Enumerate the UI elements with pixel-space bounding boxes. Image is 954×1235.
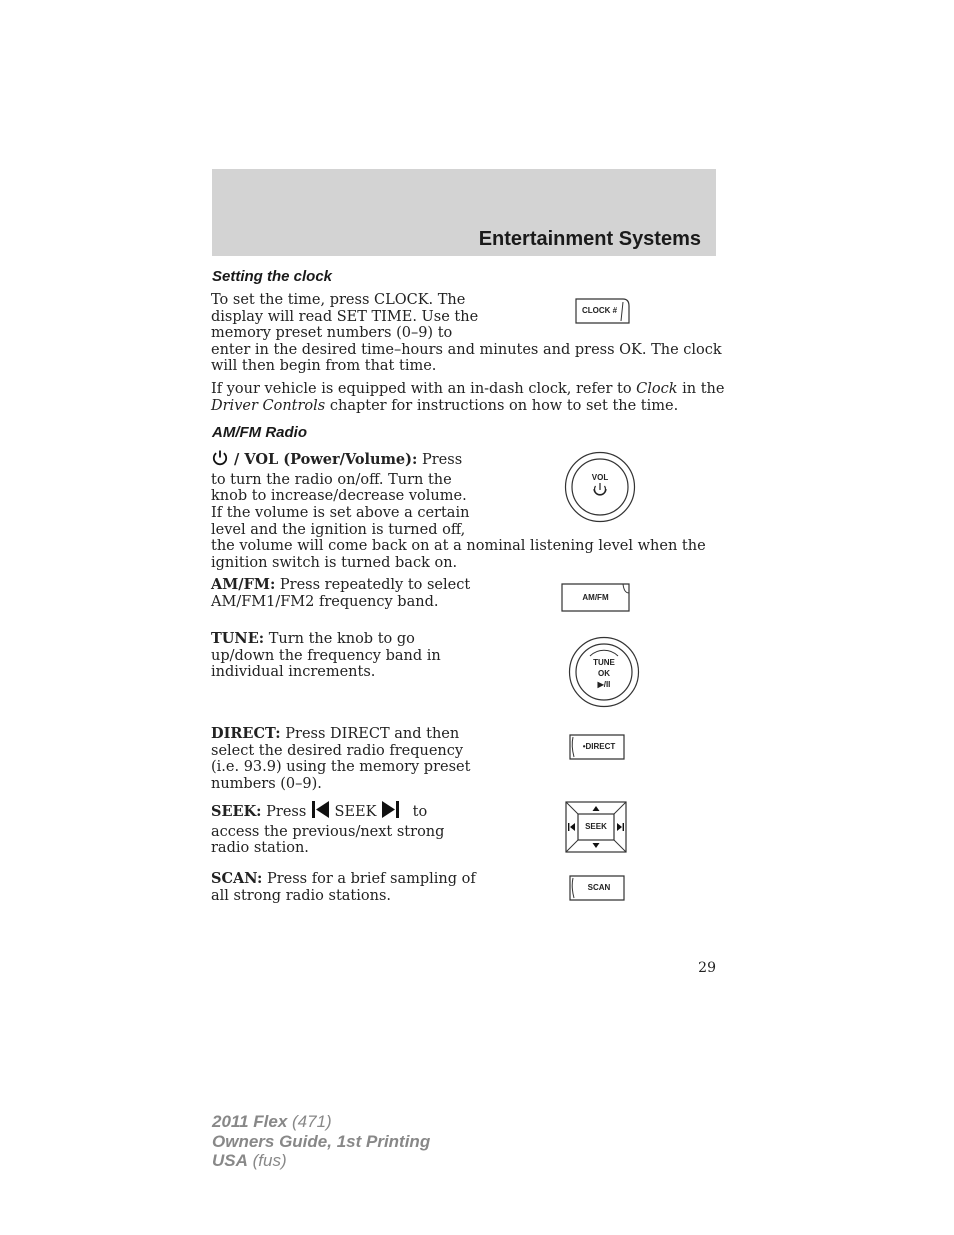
text-line: knob to increase/decrease volume. — [211, 488, 467, 504]
tune-paragraph — [211, 631, 441, 681]
text-line: SCAN: Press for a brief sampling of — [211, 870, 476, 887]
clock-paragraph-2 — [211, 381, 724, 414]
text-line: numbers (0–9). — [211, 775, 322, 792]
text-line: the volume will come back on at a nominal listening level when the — [211, 538, 706, 554]
footer-line: 2011 Flex (471) — [212, 1112, 332, 1131]
clock-paragraph-1 — [211, 292, 722, 375]
vol-knob-label: VOL — [591, 473, 609, 482]
text-line: memory preset numbers (0–9) to — [211, 325, 453, 341]
tune-knob-labels — [568, 657, 640, 690]
text-line: / VOL (Power/Volume): Press — [211, 449, 467, 472]
text-line: Driver Controls chapter for instructions on how to set the time. — [211, 397, 679, 414]
direct-button-label: •DIRECT — [582, 742, 616, 751]
text-line: select the desired radio frequency — [211, 742, 464, 759]
text-line: SEEK: Press SEEK to — [211, 800, 444, 824]
amfm-button-illustration — [561, 583, 630, 612]
text-line: If your vehicle is equipped with an in-dash clock, refer to Clock in the — [211, 381, 725, 397]
text-line: AM/FM: Press repeatedly to select — [211, 576, 471, 593]
text-line: up/down the frequency band in — [211, 647, 441, 664]
page-number: 29 — [698, 960, 716, 976]
text-line: TUNE: Turn the knob to go — [211, 630, 415, 647]
tune-label: TUNE — [593, 658, 615, 667]
text-line: level and the ignition is turned off, — [211, 521, 466, 538]
footer-line: USA (fus) — [212, 1151, 287, 1170]
text-line: will then begin from that time. — [211, 358, 437, 374]
text-line: (i.e. 93.9) using the memory preset — [211, 759, 471, 775]
amfm-button-label: AM/FM — [582, 593, 609, 602]
power-icon — [211, 449, 229, 472]
tune-knob-illustration — [568, 636, 640, 708]
text-line: access the previous/next strong — [211, 823, 445, 840]
text-line: To set the time, press CLOCK. The — [211, 292, 466, 308]
scan-button-illustration — [569, 875, 625, 901]
text-line: radio station. — [211, 840, 309, 856]
text-line: If the volume is set above a certain — [211, 505, 470, 521]
text-line: to turn the radio on/off. Turn the — [211, 471, 452, 488]
vol-paragraph — [211, 449, 467, 505]
text-line: DIRECT: Press DIRECT and then — [211, 725, 460, 742]
direct-paragraph — [211, 726, 470, 792]
text-line: individual increments. — [211, 664, 376, 680]
clock-button-label: CLOCK # — [582, 306, 618, 315]
text-line: AM/FM1/FM2 frequency band. — [211, 593, 439, 610]
seek-previous-icon — [311, 800, 330, 824]
footer-line: Owners Guide, 1st Printing — [212, 1131, 431, 1151]
seek-button-label: SEEK — [585, 822, 607, 831]
vol-knob-shape — [564, 451, 636, 523]
text-line: ignition switch is turned back on. — [211, 554, 458, 571]
chapter-header — [212, 169, 716, 256]
text-line: enter in the desired time–hours and minutes and press OK. The clock — [211, 341, 722, 358]
amfm-paragraph — [211, 577, 470, 610]
seek-paragraph — [211, 800, 444, 857]
play-pause-label: ▶/II — [597, 680, 611, 689]
clock-heading: Setting the clock — [212, 268, 333, 285]
text-line: display will read SET TIME. Use the — [211, 308, 479, 325]
clock-button-illustration — [575, 298, 630, 324]
radio-heading: AM/FM Radio — [212, 424, 307, 441]
chapter-title: Entertainment Systems — [478, 228, 701, 250]
text-line: all strong radio stations. — [211, 887, 392, 904]
scan-button-label: SCAN — [587, 883, 611, 892]
document-footer — [212, 1112, 430, 1171]
ok-label: OK — [598, 669, 610, 678]
seek-next-icon — [381, 800, 400, 824]
vol-knob-illustration — [564, 451, 636, 523]
direct-button-illustration — [569, 734, 625, 760]
seek-button-illustration — [565, 801, 627, 853]
scan-paragraph — [211, 871, 476, 904]
